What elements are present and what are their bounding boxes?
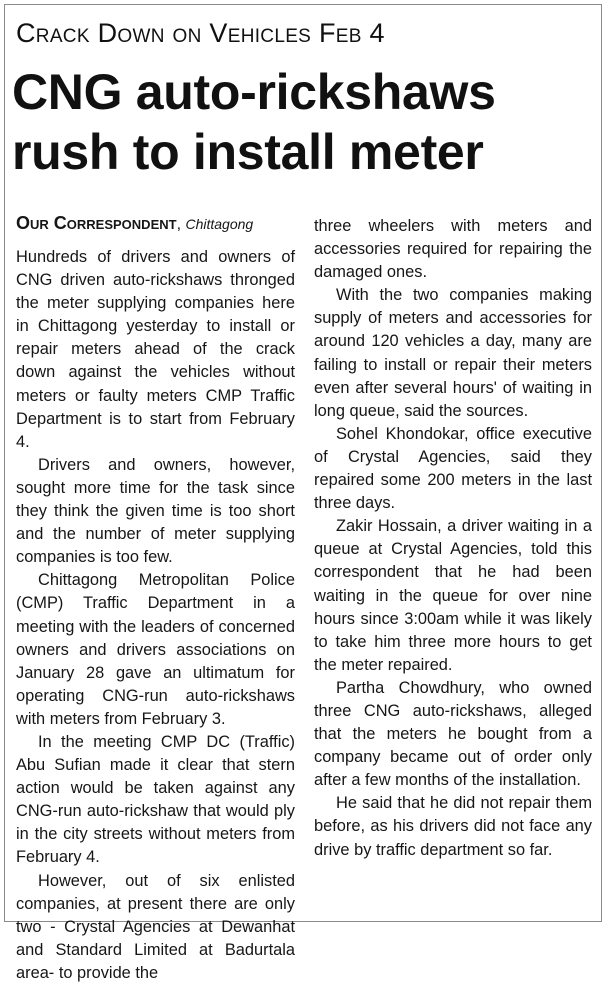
kicker-headline: Crack Down on Vehicles Feb 4 xyxy=(16,18,385,48)
headline-line-1: CNG auto-rickshaws xyxy=(12,64,496,120)
article-paragraph-continued: three wheelers with meters and accessories required for repairing the damaged ones. xyxy=(314,217,592,282)
byline xyxy=(16,212,295,236)
byline-separator: , xyxy=(176,216,186,233)
article-paragraph: Sohel Khondokar, office executive of Crystal Agencies, said they repaired some 200 meters in the last three days. xyxy=(314,424,592,513)
article-paragraph: Drivers and owners, however, sought more time for the task since they think the given time is too short and the number of meter supplying companies is too few. xyxy=(16,455,295,567)
headline-line-2: rush to install meter xyxy=(12,124,484,180)
article-paragraph: Chittagong Metropolitan Police (CMP) Traffic Department in a meeting with the leaders of concerned owners and drivers associations on January 28 gave an ultimatum for operating CNG-run auto-rickshaws with meters from February 3. xyxy=(16,571,295,728)
article-column-right xyxy=(314,215,592,862)
article-paragraph: Zakir Hossain, a driver waiting in a queue at Crystal Agencies, told this correspondent that he had been waiting in the queue for over nine hours since 3:00am while it was likely to take him three more hours to get the meter repaired. xyxy=(314,517,592,674)
article-column-left xyxy=(16,212,295,985)
article-paragraph: With the two companies making supply of meters and accessories for around 120 vehicles a day, many are failing to install or repair their meters even after several hours' of waiting in long queue, said the sources. xyxy=(314,286,592,420)
article-paragraph: Partha Chowdhury, who owned three CNG auto-rickshaws, alleged that the meters he bought from a company became out of order only after a few months of the installation. xyxy=(314,678,592,790)
article-paragraph: He said that he did not repair them before, as his drivers did not face any drive by traffic department so far. xyxy=(314,794,592,859)
article-paragraph: In the meeting CMP DC (Traffic) Abu Sufian made it clear that stern action would be taken against any CNG-run auto-rickshaw that would ply in the city streets without meters from February 4. xyxy=(16,732,295,867)
main-headline xyxy=(12,62,602,182)
article-paragraph: Hundreds of drivers and owners of CNG driven auto-rickshaws thronged the meter supplying companies here in Chittagong yesterday to install or repair meters ahead of the crack down against the vehicles without meters or faulty meters CMP Traffic Department is to start from February 4. xyxy=(16,248,295,451)
article-paragraph: However, out of six enlisted companies, at present there are only two - Crystal Agencies at Dewanhat and Standard Limited at Badurtala area- to provide the xyxy=(16,871,295,982)
byline-author: Our Correspondent xyxy=(16,213,177,233)
byline-place: Chittagong xyxy=(185,216,254,232)
